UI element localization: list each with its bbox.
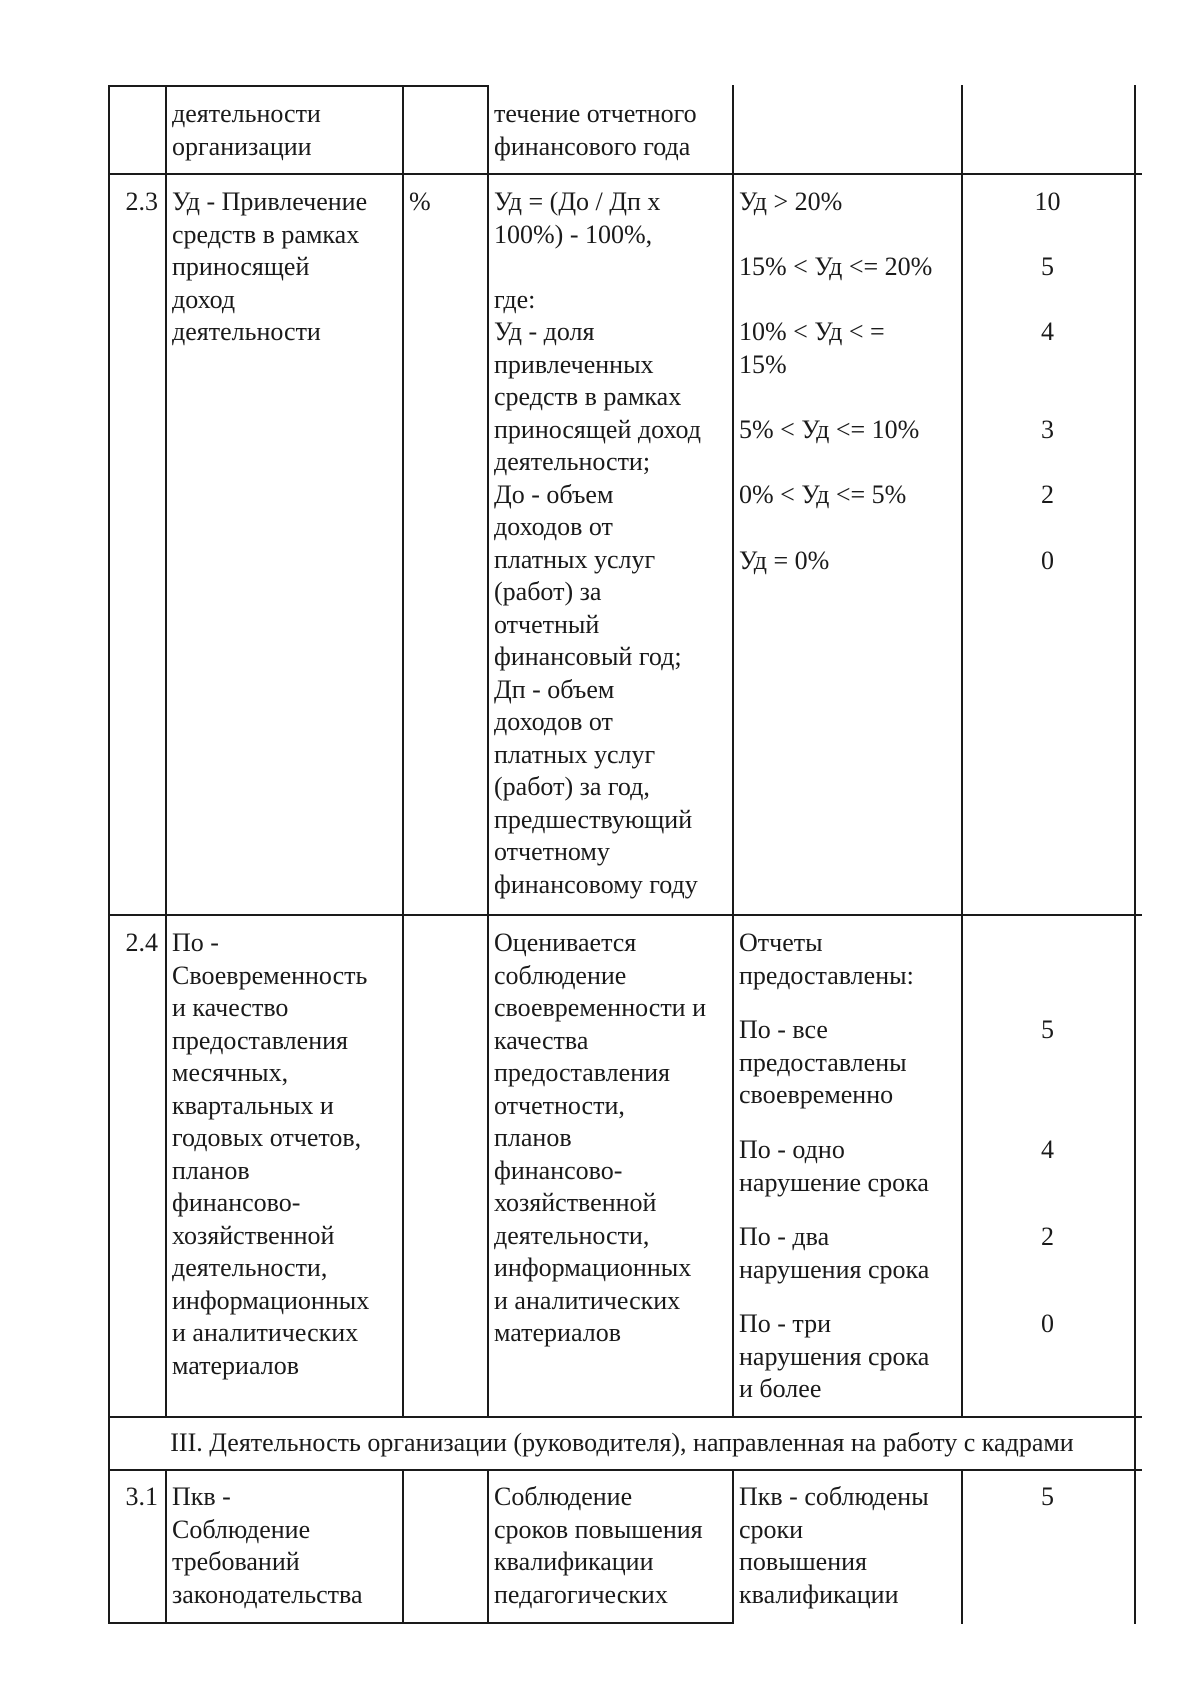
score-value: 3 bbox=[1041, 415, 1054, 444]
column-border bbox=[108, 85, 110, 175]
column-border bbox=[732, 85, 734, 175]
score-value: 4 bbox=[1041, 317, 1054, 346]
column-border bbox=[732, 1469, 734, 1624]
row-border bbox=[108, 173, 1142, 175]
column-border bbox=[487, 1469, 489, 1624]
condition-text: 0% < Уд <= 5% bbox=[739, 480, 907, 509]
column-border bbox=[1134, 173, 1136, 1418]
column-border bbox=[1134, 85, 1136, 175]
column-border bbox=[402, 1469, 404, 1624]
column-border bbox=[487, 85, 489, 175]
condition-text: По - два нарушения срока bbox=[739, 1222, 930, 1284]
column-border bbox=[1134, 1469, 1136, 1624]
criterion-text: Пкв - Соблюдение требований законодательства bbox=[172, 1482, 363, 1609]
condition-text: По - все предоставлены своевременно bbox=[739, 1015, 907, 1109]
method-text: Уд = (До / Дп x 100%) - 100%, где: Уд - доля привлеченных средств в рамках приносящей доход деятельности; До - объем доходов от платных услуг (работ) за отчетный финансовый год; Дп - объем доходов от платных услуг (работ) за год, предшествующий отчетному финансовому году bbox=[494, 187, 701, 899]
method-text: течение отчетного финансового года bbox=[494, 99, 697, 161]
criterion-text: Уд - Привлечение средств в рамках приносящей доход деятельности bbox=[172, 187, 368, 346]
condition-text: Пкв - соблюдены сроки повышения квалификации bbox=[739, 1482, 929, 1609]
score-value: 5 bbox=[1041, 1015, 1054, 1044]
score-value: 5 bbox=[1041, 1482, 1054, 1511]
score-value: 2 bbox=[1041, 480, 1054, 509]
column-border bbox=[402, 173, 404, 1418]
column-border bbox=[165, 1469, 167, 1624]
section-heading: III. Деятельность организации (руководителя), направленная на работу с кадрами bbox=[170, 1428, 1074, 1457]
criterion-text: деятельности организации bbox=[172, 99, 321, 161]
condition-text: 10% < Уд < = 15% bbox=[739, 317, 885, 379]
score-value: 10 bbox=[1034, 187, 1061, 216]
unit-text: % bbox=[409, 187, 431, 216]
row-number: 2.3 bbox=[125, 187, 158, 216]
column-border bbox=[165, 173, 167, 1418]
criterion-text: По - Своевременность и качество предоставления месячных, квартальных и годовых отчетов, планов финансово- хозяйственной деятельности, информационных и аналитических материалов bbox=[172, 928, 370, 1380]
score-value: 5 bbox=[1041, 252, 1054, 281]
score-value: 4 bbox=[1041, 1135, 1054, 1164]
condition-text: 5% < Уд <= 10% bbox=[739, 415, 920, 444]
score-value: 0 bbox=[1041, 1309, 1054, 1338]
method-text: Соблюдение сроков повышения квалификации педагогических bbox=[494, 1482, 703, 1609]
column-border bbox=[108, 1469, 110, 1624]
condition-text: Уд > 20% bbox=[739, 187, 843, 216]
row-number: 2.4 bbox=[125, 928, 158, 957]
row-border bbox=[108, 1469, 1142, 1471]
column-border bbox=[732, 173, 734, 1418]
condition-text: По - три нарушения срока и более bbox=[739, 1309, 930, 1403]
method-text: Оценивается соблюдение своевременности и качества предоставления отчетности, планов финансово- хозяйственной деятельности, информационных и аналитических материалов bbox=[494, 928, 707, 1347]
condition-text: Уд = 0% bbox=[739, 546, 830, 575]
condition-text: 15% < Уд <= 20% bbox=[739, 252, 933, 281]
condition-intro: Отчеты предоставлены: bbox=[739, 928, 914, 990]
column-border bbox=[487, 173, 489, 1418]
column-border bbox=[1134, 1416, 1136, 1471]
row-border bbox=[108, 1622, 732, 1624]
row-border bbox=[108, 914, 1142, 916]
column-border bbox=[108, 173, 110, 1418]
column-border bbox=[165, 85, 167, 175]
score-value: 0 bbox=[1041, 546, 1054, 575]
column-border bbox=[402, 85, 404, 175]
column-border bbox=[961, 85, 963, 175]
row-number: 3.1 bbox=[125, 1482, 158, 1511]
score-value: 2 bbox=[1041, 1222, 1054, 1251]
row-border bbox=[108, 1416, 1142, 1418]
condition-text: По - одно нарушение срока bbox=[739, 1135, 929, 1197]
